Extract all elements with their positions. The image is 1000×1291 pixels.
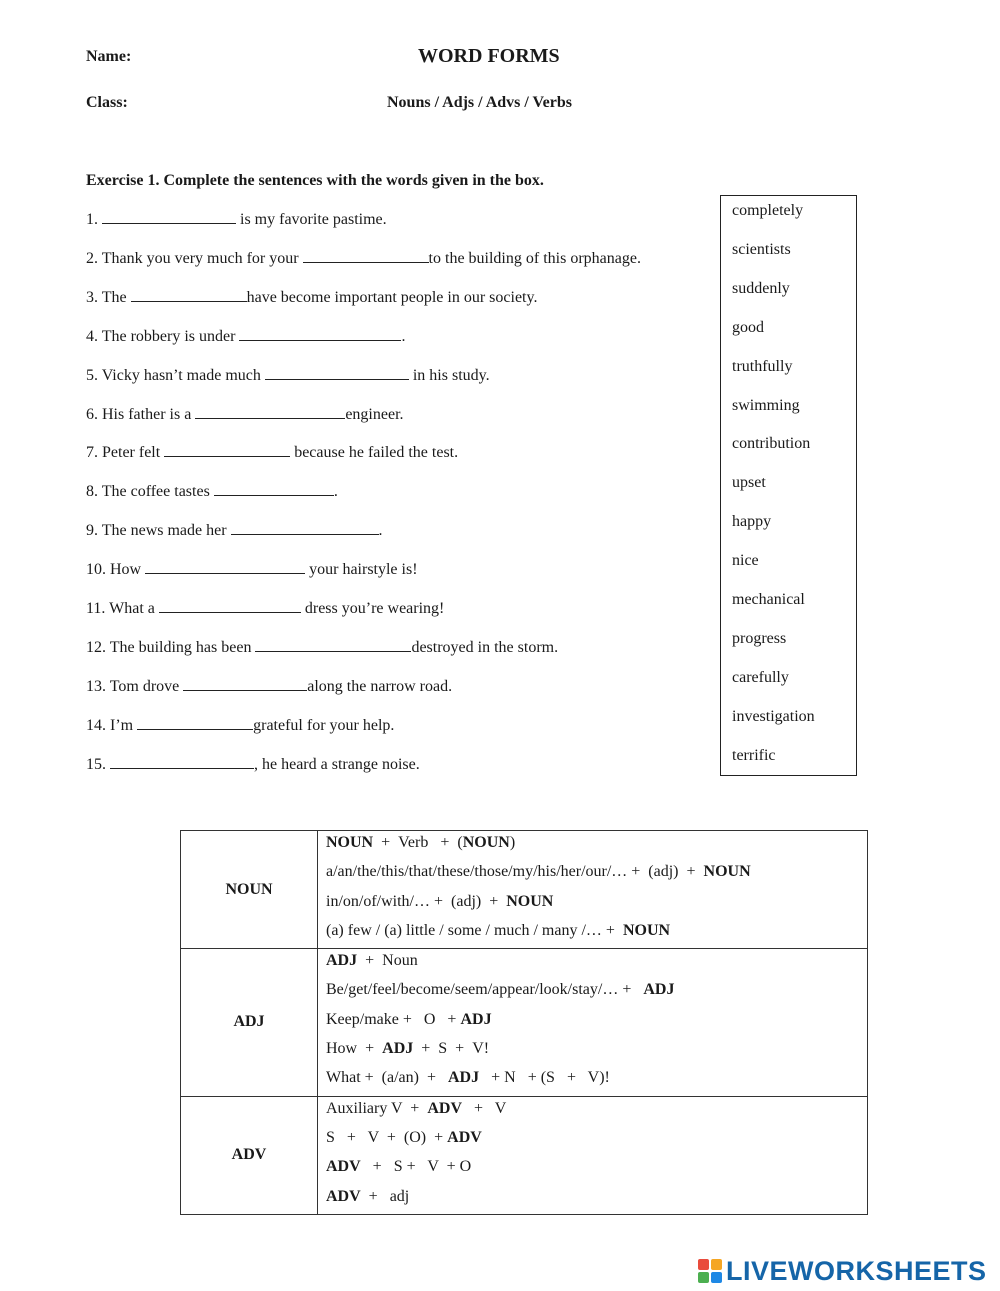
question-text-end: grateful for your help. <box>253 716 395 734</box>
question-text-start: 8. The coffee tastes <box>86 483 214 501</box>
word-box-item: good <box>732 318 764 336</box>
rule-pattern: S + V + (O) + ADV <box>326 1128 482 1146</box>
rules-row-adv <box>181 1096 868 1214</box>
answer-blank[interactable] <box>303 249 429 263</box>
rule-pattern: ADV + adj <box>326 1187 410 1205</box>
question-2 <box>86 249 641 268</box>
rule-pattern: What + (a/an) + ADJ + N + (S + V)! <box>326 1069 610 1087</box>
question-text-end: . <box>401 327 406 345</box>
word-box-item: nice <box>732 552 759 570</box>
question-text-start: 6. His father is a <box>86 405 196 423</box>
question-text-start: 3. The <box>86 288 131 306</box>
question-text-end: because he failed the test. <box>290 444 459 462</box>
rule-pattern: ADJ + Noun <box>326 952 418 970</box>
exercise-instruction: Exercise 1. Complete the sentences with the words given in the box. <box>86 172 544 189</box>
word-box-item: upset <box>732 474 766 492</box>
word-box-item: contribution <box>732 435 811 453</box>
question-10 <box>86 560 418 579</box>
question-7 <box>86 443 458 462</box>
question-text-start: 15. <box>86 755 110 773</box>
question-text-start: 1. <box>86 211 102 228</box>
answer-blank[interactable] <box>239 327 401 341</box>
question-5 <box>86 366 490 385</box>
answer-blank[interactable] <box>102 210 236 224</box>
rule-pattern: a/an/the/this/that/these/those/my/his/her/our/… + (adj) + NOUN <box>326 863 751 881</box>
question-text-end: have become important people in our society. <box>246 288 538 306</box>
class-label: Class: <box>86 94 128 111</box>
answer-blank[interactable] <box>231 521 379 535</box>
answer-blank[interactable] <box>214 482 334 496</box>
answer-blank[interactable] <box>137 716 253 730</box>
answer-blank[interactable] <box>110 755 254 769</box>
page-title: WORD FORMS <box>418 45 560 67</box>
question-text-start: 5. Vicky hasn’t made much <box>86 366 265 384</box>
question-text-end: . <box>333 483 338 501</box>
question-text-start: 14. I’m <box>86 716 138 734</box>
question-text-start: 11. What a <box>86 600 159 617</box>
rule-pattern: NOUN + Verb + (NOUN) <box>326 834 516 851</box>
question-1 <box>86 210 387 229</box>
question-12 <box>86 638 558 657</box>
question-6 <box>86 405 404 424</box>
rules-row-noun <box>181 831 868 949</box>
word-box-item: mechanical <box>732 591 805 608</box>
question-text-start: 12. The building has been <box>86 638 256 656</box>
name-label: Name: <box>86 48 132 65</box>
word-box-item: progress <box>732 629 787 647</box>
answer-blank[interactable] <box>145 560 305 574</box>
word-box-item: truthfully <box>732 357 793 375</box>
question-text-start: 7. Peter felt <box>86 444 165 462</box>
question-text-start: 9. The news made her <box>86 522 231 540</box>
rule-pattern: (a) few / (a) little / some / much / many /… + NOUN <box>326 921 671 939</box>
question-text-start: 4. The robbery is under <box>86 327 240 345</box>
answer-blank[interactable] <box>159 599 301 613</box>
answer-blank[interactable] <box>131 288 247 302</box>
logo-text: LIVEWORKSHEETS <box>726 1255 987 1286</box>
word-form-rules-table <box>180 830 868 1215</box>
rule-list <box>318 949 868 1096</box>
question-13 <box>86 677 452 696</box>
question-text-start: 13. Tom drove <box>86 677 184 695</box>
question-9 <box>86 521 383 540</box>
word-box-item: investigation <box>732 707 815 725</box>
rules-row-adj <box>181 949 868 1096</box>
question-text-end: your hairstyle is! <box>305 561 418 579</box>
rule-pattern: in/on/of/with/… + (adj) + NOUN <box>326 892 554 910</box>
question-4 <box>86 327 405 346</box>
word-box <box>720 195 857 776</box>
answer-blank[interactable] <box>164 443 290 457</box>
category-label: ADJ <box>181 949 318 1096</box>
logo-mark-icon <box>698 1259 722 1283</box>
question-text-start: 10. How <box>86 561 146 579</box>
rule-pattern: How + ADJ + S + V! <box>326 1040 490 1058</box>
question-text-end: . <box>378 522 383 540</box>
question-text-end: to the building of this orphanage. <box>428 249 641 267</box>
answer-blank[interactable] <box>255 638 411 652</box>
rule-pattern: ADV + S + V + O <box>326 1158 472 1176</box>
question-text-end: , he heard a strange noise. <box>254 755 420 773</box>
question-14 <box>86 716 394 735</box>
question-text-end: dress you’re wearing! <box>300 600 445 617</box>
question-text-end: in his study. <box>408 366 490 384</box>
question-11 <box>86 599 444 618</box>
liveworksheets-logo <box>698 1255 987 1287</box>
rule-list <box>318 1096 868 1214</box>
question-text-start: 2. Thank you very much for your <box>86 249 303 267</box>
category-label: ADV <box>181 1096 318 1214</box>
word-box-item: swimming <box>732 396 800 414</box>
word-box-item: completely <box>732 202 804 219</box>
question-text-end: engineer. <box>345 405 404 423</box>
word-box-item: happy <box>732 513 772 531</box>
question-8 <box>86 482 338 501</box>
rule-list <box>318 831 868 949</box>
rule-pattern: Auxiliary V + ADV + V <box>326 1099 507 1117</box>
answer-blank[interactable] <box>195 405 345 419</box>
word-box-item: carefully <box>732 668 789 686</box>
question-text-end: along the narrow road. <box>307 677 453 695</box>
word-box-item: terrific <box>732 746 776 764</box>
question-3 <box>86 288 537 307</box>
rule-pattern: Be/get/feel/become/seem/appear/look/stay/… + ADJ <box>326 981 675 999</box>
answer-blank[interactable] <box>265 366 409 380</box>
question-text-end: is my favorite pastime. <box>236 211 387 228</box>
word-box-item: scientists <box>732 240 791 258</box>
page-subtitle: Nouns / Adjs / Advs / Verbs <box>387 94 572 111</box>
answer-blank[interactable] <box>183 677 307 691</box>
rule-pattern: Keep/make + O + ADJ <box>326 1010 492 1028</box>
question-15 <box>86 755 420 774</box>
category-label: NOUN <box>181 831 318 949</box>
question-text-end: destroyed in the storm. <box>411 638 559 656</box>
word-box-item: suddenly <box>732 279 790 297</box>
